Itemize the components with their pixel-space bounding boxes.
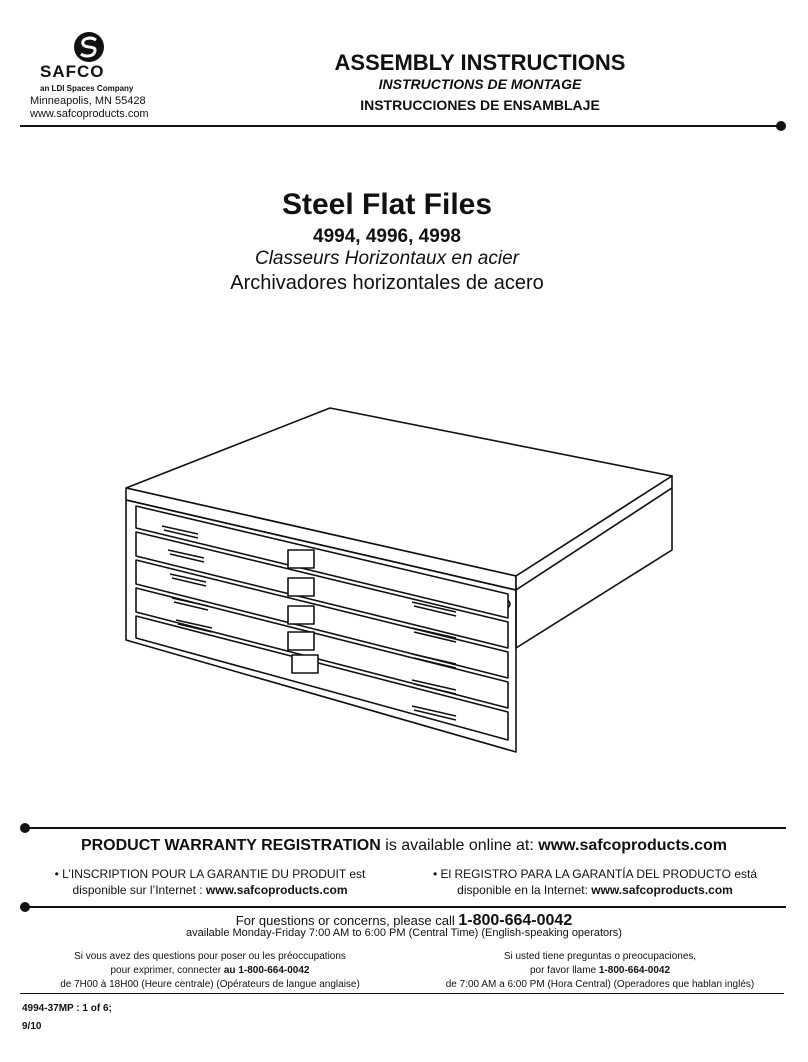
contact-phone[interactable]: 1-800-664-0042 — [458, 912, 573, 929]
warranty-fr-url[interactable]: www.safcoproducts.com — [205, 883, 348, 897]
warranty-middle: is available online at: — [380, 837, 539, 854]
warranty-heading: PRODUCT WARRANTY REGISTRATION — [80, 837, 381, 854]
warranty-divider-bottom — [26, 906, 786, 908]
contact-fr-line3: de 7H00 à 18H00 (Heure centrale) (Opérateurs de langue anglaise) — [60, 979, 360, 990]
warranty-es-line2: disponible en la Internet: — [457, 883, 592, 897]
logo-website: www.safcoproducts.com — [30, 108, 149, 120]
title-fr: INSTRUCTIONS DE MONTAGE — [378, 76, 582, 92]
product-name-fr: Classeurs Horizontaux en acier — [254, 248, 519, 269]
contact-fr-phone[interactable]: au 1-800-664-0042 — [223, 965, 310, 976]
product-name-es: Archivadores horizontales de acero — [230, 272, 544, 294]
contact-es-line2: por favor llame — [529, 965, 599, 976]
doc-id: 4994-37MP : 1 of 6; — [22, 1003, 112, 1014]
contact-es — [410, 950, 790, 992]
warranty-es-line1: • El REGISTRO PARA LA GARANTÍA DEL PRODUCTO está — [432, 867, 758, 881]
contact-question-text: For questions or concerns, please call — [235, 913, 459, 928]
flat-file-cabinet-illustration — [110, 400, 690, 760]
warranty-fr — [40, 866, 380, 898]
product-models: 4994, 4996, 4998 — [313, 226, 461, 247]
logo-name: SAFCO — [40, 62, 105, 81]
contact-es-line1: Si usted tiene preguntas o preocupaciones, — [503, 951, 697, 962]
warranty-divider-top — [26, 827, 786, 829]
divider-end-dot — [776, 121, 786, 131]
warranty-fr-line2: disponible sur l’Internet : — [72, 883, 206, 897]
warranty-es — [420, 866, 770, 898]
contact-fr-line2: pour exprimer, connecter — [110, 965, 224, 976]
title-en: ASSEMBLY INSTRUCTIONS — [334, 50, 626, 75]
safco-logo-icon — [72, 30, 106, 64]
warranty-line — [0, 837, 808, 855]
product-name: Steel Flat Files — [281, 188, 493, 221]
contact-es-line3: de 7:00 AM a 6:00 PM (Hora Central) (Operadores que hablan inglés) — [445, 979, 755, 990]
contact-fr — [30, 950, 390, 992]
warranty-fr-line1: • L’INSCRIPTION POUR LA GARANTIE DU PRODUIT est — [54, 867, 366, 881]
logo-city: Minneapolis, MN 55428 — [30, 95, 146, 107]
title-es: INSTRUCCIONES DE ENSAMBLAJE — [360, 97, 600, 113]
contact-hours: available Monday-Friday 7:00 AM to 6:00 PM (Central Time) (English-speaking operators) — [186, 927, 622, 939]
warranty-url[interactable]: www.safcoproducts.com — [538, 837, 728, 854]
warranty-es-url[interactable]: www.safcoproducts.com — [591, 883, 733, 897]
header-divider — [20, 125, 780, 127]
logo-company: an LDI Spaces Company — [40, 84, 134, 93]
contact-fr-line1: Si vous avez des questions pour poser ou les préoccupations — [74, 951, 346, 962]
doc-date: 9/10 — [22, 1021, 42, 1032]
contact-es-phone[interactable]: 1-800-664-0042 — [598, 965, 671, 976]
contact-divider — [20, 993, 784, 994]
